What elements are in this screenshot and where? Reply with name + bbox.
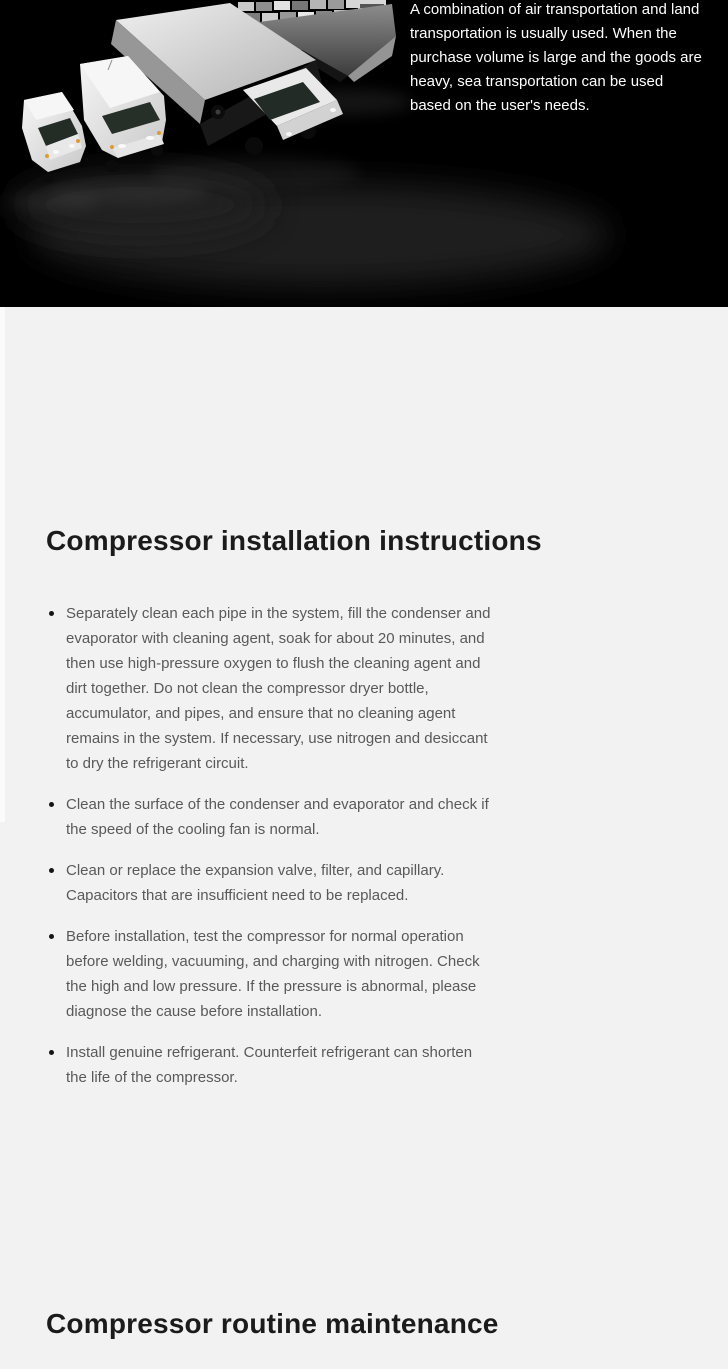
bullet-text: Install genuine refrigerant. Counterfeit refrigerant can shorten the life of the compressor. — [66, 1044, 473, 1086]
bullet-text: Clean the surface of the condenser and evaporator and check if the speed of the cooling fan is normal. — [66, 796, 489, 838]
bullet-dot-icon — [49, 1050, 54, 1055]
bullet-item — [48, 858, 496, 908]
bullet-dot-icon — [49, 611, 54, 616]
bullet-text: Before installation, test the compressor for normal operation before welding, vacuuming, and charging with nitrogen. Check the high and low pressure. If the pressure is abnormal, please diagnose the cause before installation. — [66, 928, 480, 1020]
installation-heading: Compressor installation instructions — [46, 525, 542, 556]
bullet-item — [48, 1040, 496, 1090]
maintenance-heading: Compressor routine maintenance — [46, 1308, 499, 1339]
content-section — [0, 307, 728, 1369]
bullet-text: Clean or replace the expansion valve, filter, and capillary. Capacitors that are insufficient need to be replaced. — [66, 862, 445, 904]
bullet-dot-icon — [49, 934, 54, 939]
bullet-item — [48, 792, 496, 842]
bullet-dot-icon — [49, 802, 54, 807]
bullet-text: Separately clean each pipe in the system, fill the condenser and evaporator with cleaning agent, soak for about 20 minutes, and then use high-pressure oxygen to flush the cleaning agent and dirt together. Do not clean the compressor dryer bottle, accumulator, and pipes, and ensure that no cleaning agent remains in the system. If necessary, use nitrogen and desiccant to dry the refrigerant circuit. — [66, 605, 491, 772]
bullet-item — [48, 601, 496, 776]
hero-section — [0, 0, 728, 307]
hero-paragraph: A combination of air transportation and land transportation is usually used. When the purchase volume is large and the goods are heavy, sea transportation can be used based on the user's needs. — [410, 1, 702, 114]
bullet-dot-icon — [49, 868, 54, 873]
installation-bullet-list — [48, 601, 496, 1090]
left-edge-highlight — [0, 307, 5, 822]
bullet-item — [48, 924, 496, 1024]
